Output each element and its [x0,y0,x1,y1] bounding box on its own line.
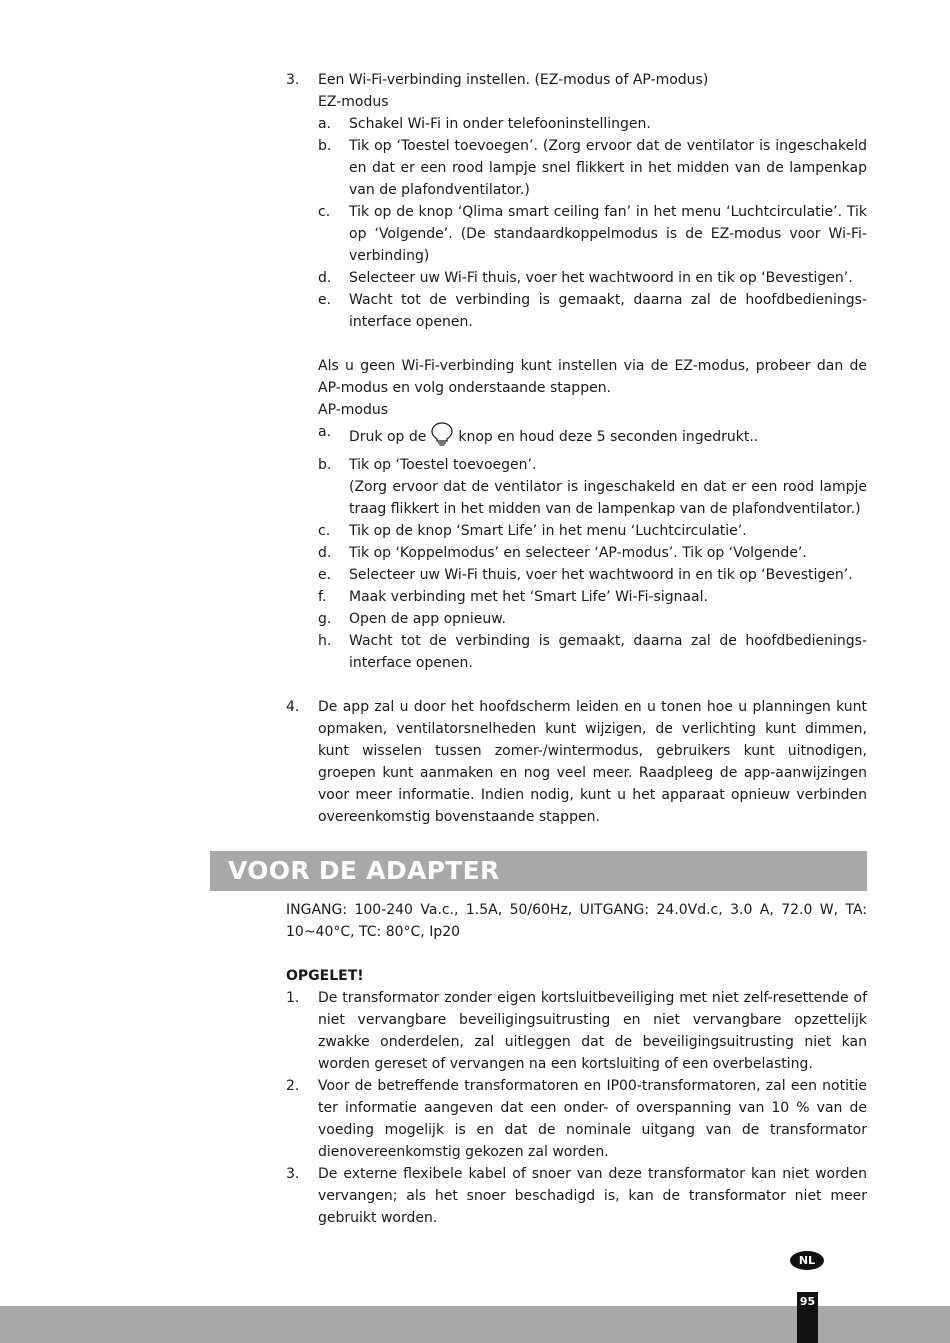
light-bulb-icon [430,421,454,454]
item-text-before: Druk op de [349,429,427,445]
ap-item-note: (Zorg ervoor dat de ventilator is ingeschakeld en dat er een rood lampje traag flikkert in het midden van de lampenkap van de plafondventilator.) [349,479,867,517]
ez-fallback-note: Als u geen Wi-Fi-verbinding kunt instellen via de EZ-modus, probeer dan de AP-modus en volg onderstaande stappen. [318,358,867,396]
ap-item [286,586,867,608]
item-text-after: knop en houd deze 5 seconden ingedrukt.. [458,429,759,445]
adapter-section [286,899,867,1229]
ap-item [286,564,867,586]
adapter-spec: INGANG: 100-240 Va.c., 1.5A, 50/60Hz, UITGANG: 24.0Vd.c, 3.0 A, 72.0 W, TA: 10~40°C, TC: 80°C, Ip20 [286,902,867,940]
item-text: Open de app opnieuw. [349,611,506,627]
step-3 [286,69,867,91]
item-text: Tik op ‘Toestel toevoegen’. (Zorg ervoor dat de ventilator is ingeschakeld en dat er een rood lampje snel flikkert in het midden van de lampenkap van de plafondventilator.) [349,138,867,198]
page-number: 95 [797,1292,818,1343]
item-letter: d. [318,270,332,286]
item-letter: e. [318,567,332,583]
ap-item [286,421,867,454]
ez-item [286,289,867,333]
item-letter: h. [318,633,332,649]
warning-item [286,1075,867,1163]
item-text: Wacht tot de verbinding is gemaakt, daarna zal de hoofdbedienings-interface openen. [349,292,867,330]
item-letter: c. [318,204,331,220]
step-text: Een Wi-Fi-verbinding instellen. (EZ-modus of AP-modus) [318,72,709,88]
item-letter: a. [318,424,332,440]
item-letter: g. [318,611,332,627]
ap-mode-title: AP-modus [318,402,389,418]
item-text: Wacht tot de verbinding is gemaakt, daarna zal de hoofdbedienings-interface openen. [349,633,867,671]
warning-number: 2. [286,1078,300,1094]
item-letter: b. [318,138,332,154]
warning-text: De transformator zonder eigen kortsluitbeveiliging met niet zelf-resettende of niet vervangbare beveiligingsuitrusting en niet vervangbare opzettelijk zwakke onderdelen, zal uitleggen dat de beveiligingsuitrusting niet kan worden gereset of vervangen na een kortsluiting of een overbelasting. [318,990,867,1072]
instructions-part-1 [286,69,867,828]
section-heading: VOOR DE ADAPTER [228,856,500,885]
ap-item [286,608,867,630]
item-text: Selecteer uw Wi-Fi thuis, voer het wachtwoord in en tik op ‘Bevestigen’. [349,270,853,286]
warning-text: Voor de betreffende transformatoren en IP00-transformatoren, zal een notitie ter informatie aangeven dat een onder- of overspanning van 10 % van de voeding mogelijk is en dat de nominale uitgang van de transformator dienovereenkomstig gekozen zal worden. [318,1078,867,1160]
item-text: Tik op de knop ‘Qlima smart ceiling fan’ in het menu ‘Luchtcirculatie’. Tik op ‘Volgende’. (De standaardkoppelmodus is de EZ-modus voor Wi-Fi-verbinding) [349,204,867,264]
language-badge: NL [790,1251,824,1270]
step-number: 3. [286,72,300,88]
item-text: Tik op ‘Koppelmodus’ en selecteer ‘AP-modus’. Tik op ‘Volgende’. [349,545,807,561]
warning-number: 3. [286,1166,300,1182]
ap-item [286,542,867,564]
item-text: Tik op de knop ‘Smart Life’ in het menu ‘Luchtcirculatie’. [349,523,747,539]
section-heading-bar [210,851,867,891]
warning-item [286,987,867,1075]
item-letter: f. [318,589,327,605]
item-letter: a. [318,116,332,132]
ez-item [286,135,867,201]
ez-mode-title: EZ-modus [318,94,389,110]
item-text: Selecteer uw Wi-Fi thuis, voer het wachtwoord in en tik op ‘Bevestigen’. [349,567,853,583]
item-text: Maak verbinding met het ‘Smart Life’ Wi-Fi-signaal. [349,589,708,605]
item-letter: e. [318,292,332,308]
ez-item [286,113,867,135]
item-letter: b. [318,457,332,473]
ap-item [286,630,867,674]
ez-item [286,201,867,267]
warning-text: De externe flexibele kabel of snoer van deze transformator kan niet worden vervangen; als het snoer beschadigd is, kan de transformator niet meer gebruikt worden. [318,1166,867,1226]
item-letter: d. [318,545,332,561]
warning-item [286,1163,867,1229]
warning-number: 1. [286,990,300,1006]
ez-item [286,267,867,289]
item-letter: c. [318,523,331,539]
step-text: De app zal u door het hoofdscherm leiden en u tonen hoe u planningen kunt opmaken, ventilatorsnelheden kunt wijzigen, de verlichting kunt dimmen, kunt wisselen tussen zomer-/wintermodus, gebruikers kunt uitnodigen, groepen kunt aanmaken en nog veel meer. Raadpleeg de app-aanwijzingen voor meer informatie. Indien nodig, kunt u het apparaat opnieuw verbinden overeenkomstig bovenstaande stappen. [318,699,867,825]
item-text: Schakel Wi-Fi in onder telefooninstellingen. [349,116,651,132]
warning-title: OPGELET! [286,968,364,984]
step-4 [286,696,867,828]
ap-item [286,520,867,542]
ap-item [286,454,867,476]
item-text: Tik op ‘Toestel toevoegen’. [349,457,537,473]
step-number: 4. [286,699,300,715]
